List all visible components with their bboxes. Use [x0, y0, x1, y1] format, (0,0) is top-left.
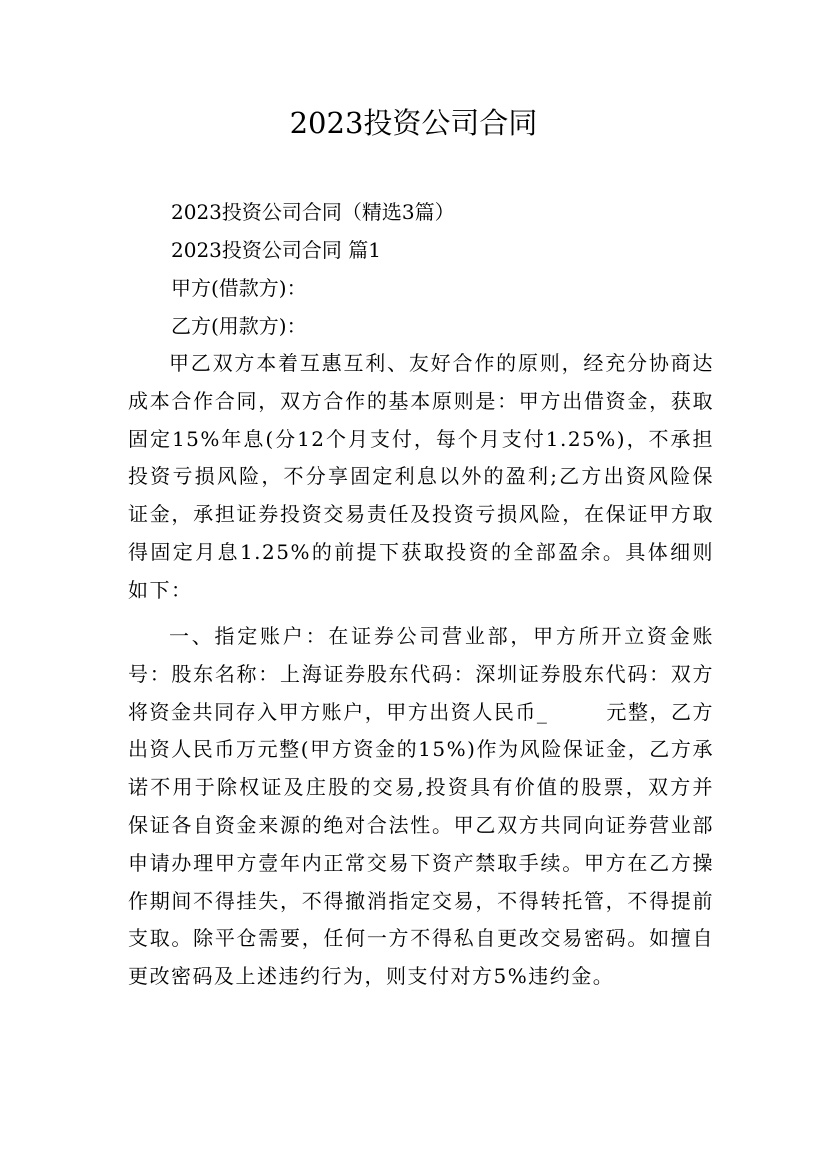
document-title: 2023投资公司合同 [289, 106, 538, 140]
paragraph-designated-account-part2: 元整，乙方出资人民币万元整(甲方资金的15%)作为风险保证金，乙方承诺不用于除权证及庄股的交易,投资具有价值的股票，双方并保证各自资金来源的绝对合法性。甲乙双方共同向证券营业部申请办理甲方壹年内正常交易下资产禁取手续。甲方在乙方操作期间不得挂失，不得撤消指定交易，不得转托管，不得提前支取。除平仓需要，任何一方不得私自更改交易密码。如擅自更改密码及上述违约行为，则支付对方5%违约金。 [128, 699, 715, 989]
party-b-line: 乙方(用款方)： [171, 314, 307, 338]
paragraph-designated-account [128, 618, 714, 996]
party-a-line: 甲方(借款方)： [171, 276, 307, 300]
paragraph-designated-account-part1: 一、指定账户：在证券公司营业部，甲方所开立资金账号：股东名称：上海证券股东代码：深圳证券股东代码：双方将资金共同存入甲方账户，甲方出资人民币_ [128, 624, 714, 724]
document-subtitle: 2023投资公司合同（精选3篇） [171, 200, 455, 224]
paragraph-principles: 甲乙双方本着互惠互利、友好合作的原则，经充分协商达成本合作合同，双方合作的基本原则是：甲方出借资金，获取固定15%年息(分12个月支付，每个月支付1.25%)，不承担投资亏损风险，不分享固定利息以外的盈利;乙方出资风险保证金，承担证券投资交易责任及投资亏损风险，在保证甲方取得固定月息1.25%的前提下获取投资的全部盈余。具体细则如下： [128, 351, 714, 602]
section-heading: 2023投资公司合同 篇1 [171, 238, 381, 262]
